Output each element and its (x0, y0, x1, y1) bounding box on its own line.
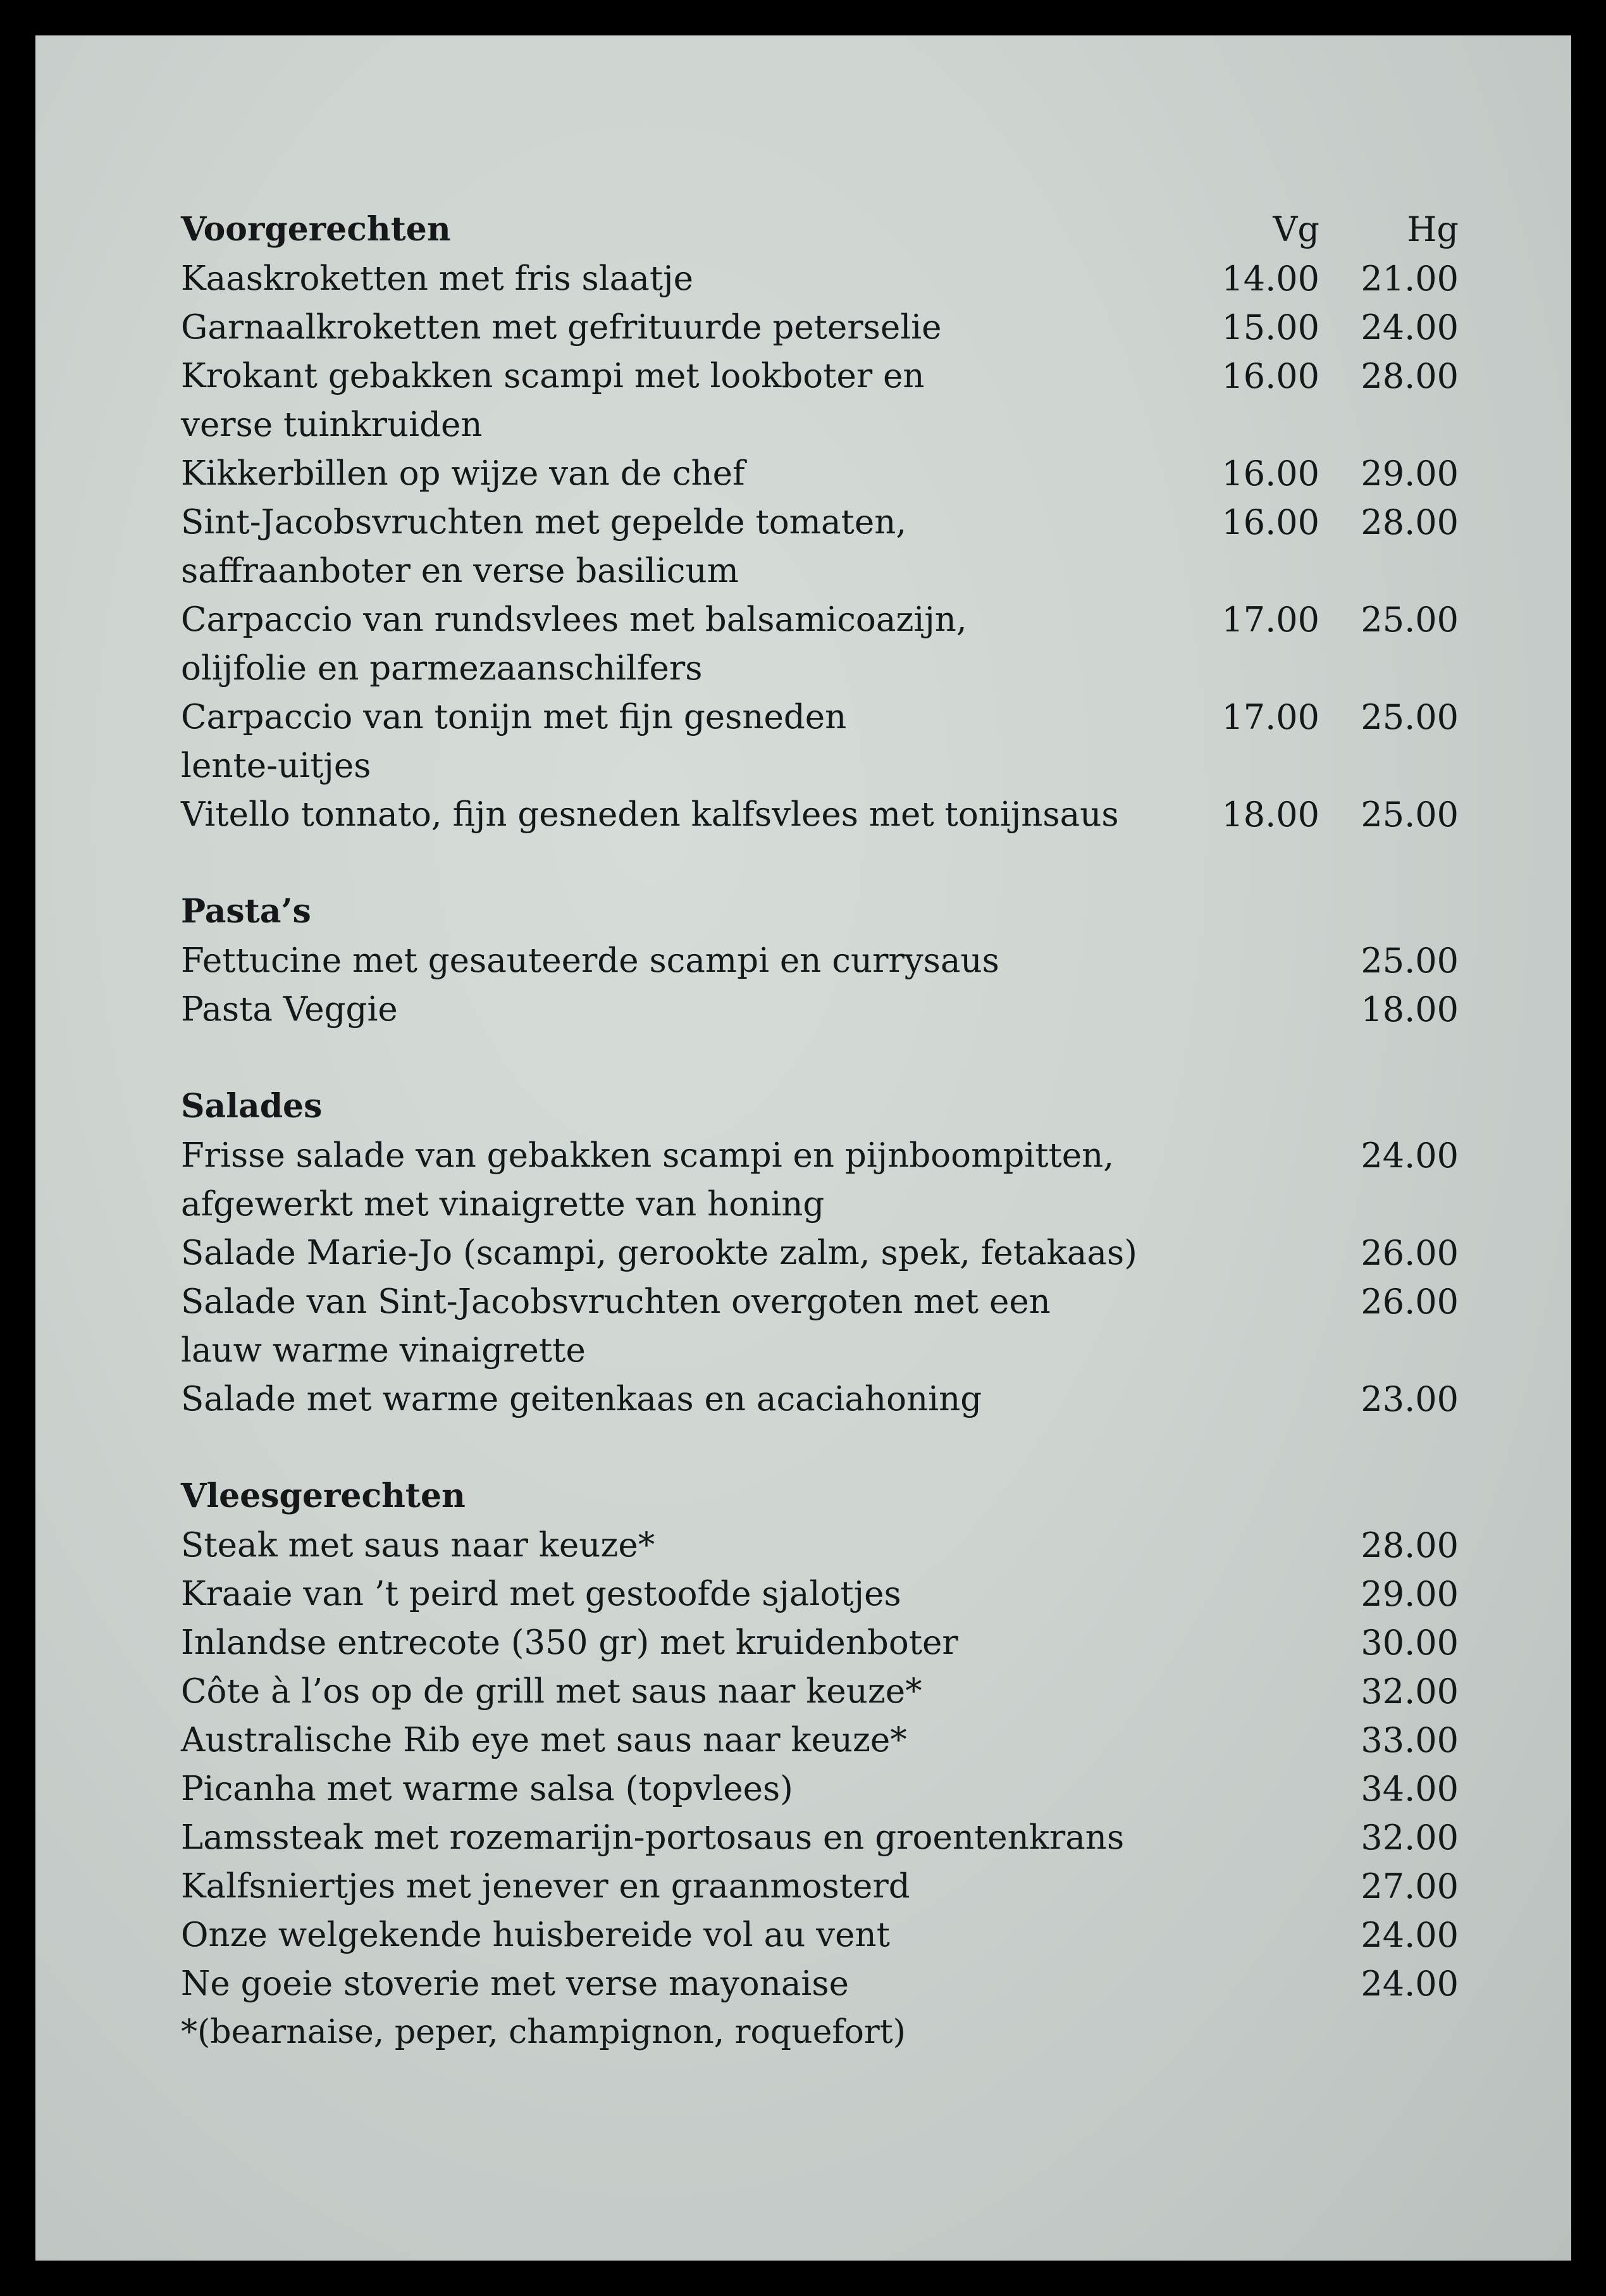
price-main: 30.00 (1361, 1623, 1459, 1663)
dish-name: Carpaccio van rundsvlees met balsamicoazijn, olijfolie en parmezaanschilfers (181, 600, 967, 688)
section-heading (181, 205, 1465, 254)
dish-name: Kaaskroketten met fris slaatje (181, 259, 693, 298)
menu-item (181, 1959, 1465, 2008)
dish-name: Ne goeie stoverie met verse mayonaise (181, 1964, 849, 2003)
column-header-vg: Vg (1273, 209, 1319, 249)
price-main: 18.00 (1361, 990, 1459, 1029)
price-main: 28.00 (1361, 502, 1459, 542)
price-main: 25.00 (1361, 941, 1459, 981)
dish-name: Kalfsniertjes met jenever en graanmosterd (181, 1867, 910, 1906)
price-starter: 18.00 (1221, 795, 1319, 835)
price-main: 26.00 (1361, 1233, 1459, 1273)
menu-item (181, 449, 1465, 498)
menu-item (181, 1277, 1465, 1375)
dish-name: Kraaie van ’t peird met gestoofde sjalotjes (181, 1575, 901, 1613)
menu-item (181, 1618, 1465, 1667)
dish-name: Onze welgekende huisbereide vol au vent (181, 1916, 890, 1954)
price-main: 27.00 (1361, 1866, 1459, 1906)
menu-item (181, 693, 1465, 790)
section-heading (181, 1082, 1465, 1131)
menu-item (181, 1813, 1465, 1862)
section-title: Pasta’s (181, 892, 311, 931)
price-main: 28.00 (1361, 356, 1459, 396)
sauce-footnote: *(bearnaise, peper, champignon, roquefort) (181, 2013, 906, 2051)
menu-card (181, 205, 1465, 2057)
section-spacer (181, 1424, 1465, 1472)
menu-item (181, 1911, 1465, 1959)
price-main: 26.00 (1361, 1282, 1459, 1322)
price-starter: 17.00 (1221, 600, 1319, 640)
menu-item (181, 936, 1465, 985)
price-main: 32.00 (1361, 1672, 1459, 1711)
dish-name: Salade van Sint-Jacobsvruchten overgoten met een lauw warme vinaigrette (181, 1282, 1051, 1370)
price-main: 28.00 (1361, 1525, 1459, 1565)
price-main: 25.00 (1361, 600, 1459, 640)
menu-page (35, 35, 1571, 2261)
menu-item (181, 1229, 1465, 1277)
menu-item (181, 1716, 1465, 1765)
dish-name: Inlandse entrecote (350 gr) met kruidenboter (181, 1623, 958, 1662)
price-main: 25.00 (1361, 697, 1459, 737)
menu-item (181, 985, 1465, 1034)
menu-item (181, 1131, 1465, 1229)
price-main: 29.00 (1361, 454, 1459, 493)
price-main: 23.00 (1361, 1379, 1459, 1419)
section-spacer (181, 1034, 1465, 1082)
price-main: 32.00 (1361, 1818, 1459, 1858)
dish-name: Sint-Jacobsvruchten met gepelde tomaten, saffraanboter en verse basilicum (181, 503, 907, 590)
dish-name: Vitello tonnato, fijn gesneden kalfsvlees met tonijnsaus (181, 795, 1119, 834)
price-starter: 16.00 (1221, 502, 1319, 542)
dish-name: Garnaalkroketten met gefrituurde peterselie (181, 308, 942, 347)
dish-name: Pasta Veggie (181, 990, 398, 1029)
price-main: 29.00 (1361, 1574, 1459, 1614)
dish-name: Australische Rib eye met saus naar keuze* (181, 1721, 907, 1759)
menu-item (181, 1570, 1465, 1618)
menu-item (181, 1521, 1465, 1570)
dish-name: Côte à l’os op de grill met saus naar keuze* (181, 1672, 922, 1711)
dish-name: Krokant gebakken scampi met lookboter en verse tuinkruiden (181, 357, 925, 444)
price-starter: 16.00 (1221, 356, 1319, 396)
price-main: 24.00 (1361, 1964, 1459, 2004)
dish-name: Salade met warme geitenkaas en acaciahoning (181, 1380, 982, 1418)
menu-item (181, 790, 1465, 839)
price-main: 24.00 (1361, 307, 1459, 347)
dish-name: Lamssteak met rozemarijn-portosaus en groentenkrans (181, 1818, 1125, 1857)
menu-item (181, 1375, 1465, 1424)
dish-name: Steak met saus naar keuze* (181, 1526, 655, 1565)
menu-item (181, 1765, 1465, 1813)
section-title: Vleesgerechten (181, 1477, 466, 1515)
section-heading (181, 887, 1465, 936)
dish-name: Kikkerbillen op wijze van de chef (181, 454, 745, 493)
menu-item (181, 595, 1465, 693)
price-starter: 17.00 (1221, 697, 1319, 737)
dish-name: Picanha met warme salsa (topvlees) (181, 1770, 793, 1808)
menu-item (181, 498, 1465, 595)
menu-item (181, 254, 1465, 303)
price-starter: 14.00 (1221, 259, 1319, 299)
price-starter: 15.00 (1221, 307, 1319, 347)
dish-name: Frisse salade van gebakken scampi en pijnboompitten, afgewerkt met vinaigrette van honing (181, 1136, 1115, 1224)
price-main: 33.00 (1361, 1720, 1459, 1760)
dish-name: Carpaccio van tonijn met fijn gesneden lente-uitjes (181, 698, 847, 785)
section-spacer (181, 839, 1465, 887)
menu-item (181, 352, 1465, 449)
menu-item (181, 303, 1465, 352)
price-main: 24.00 (1361, 1136, 1459, 1176)
section-title: Voorgerechten (181, 210, 451, 249)
menu-item (181, 1862, 1465, 1911)
price-main: 21.00 (1361, 259, 1459, 299)
price-main: 24.00 (1361, 1915, 1459, 1955)
price-main: 34.00 (1361, 1769, 1459, 1809)
section-heading (181, 1472, 1465, 1521)
section-title: Salades (181, 1087, 323, 1126)
menu-item (181, 1667, 1465, 1716)
column-header-hg: Hg (1407, 209, 1459, 249)
dish-name: Fettucine met gesauteerde scampi en currysaus (181, 941, 999, 980)
price-starter: 16.00 (1221, 454, 1319, 493)
dish-name: Salade Marie-Jo (scampi, gerookte zalm, spek, fetakaas) (181, 1234, 1137, 1272)
price-main: 25.00 (1361, 795, 1459, 835)
